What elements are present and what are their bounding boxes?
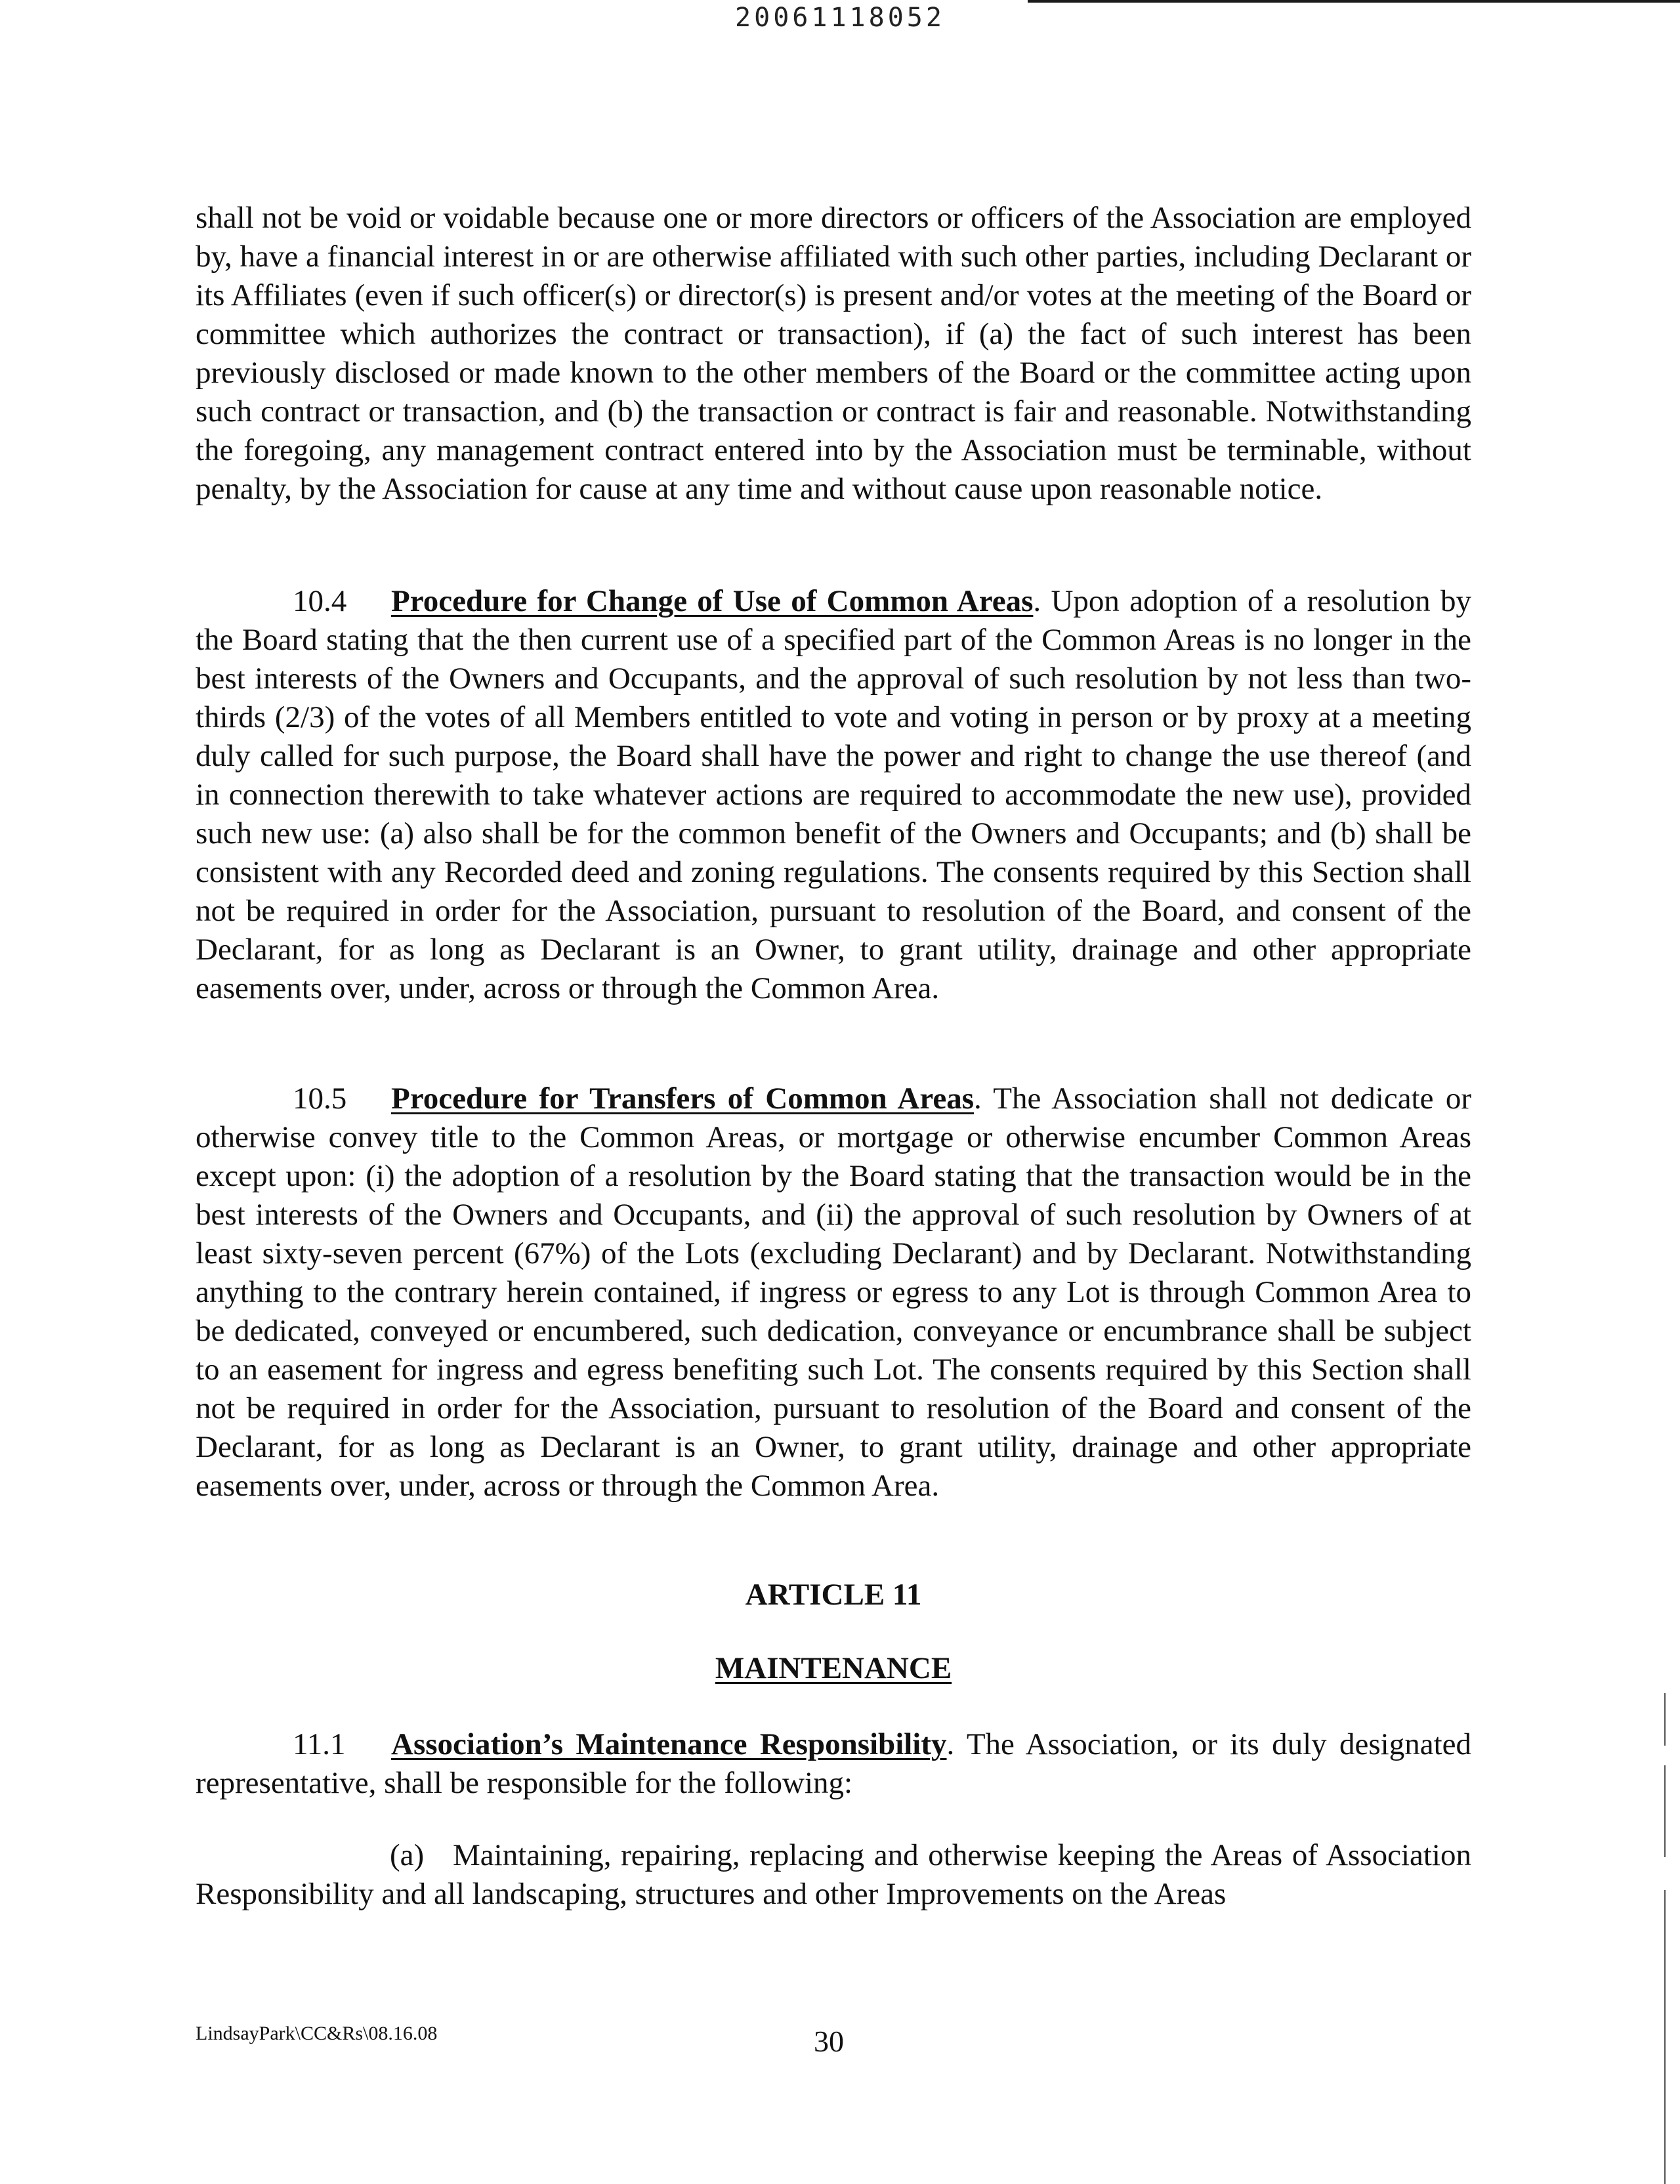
section-10-4	[196, 582, 1471, 1008]
document-number: 20061118052	[735, 3, 945, 33]
footer-file-reference: LindsayPark\CC&Rs\08.16.08	[196, 2023, 438, 2044]
scan-edge-line	[1664, 1693, 1666, 1746]
section-number: 10.4	[293, 584, 347, 618]
article-title-text: MAINTENANCE	[715, 1651, 952, 1685]
section-title: Procedure for Transfers of Common Areas	[391, 1082, 975, 1116]
scan-edge-line	[1664, 1890, 1666, 2184]
subsection-a	[196, 1836, 1471, 1914]
subsection-label: (a)	[390, 1838, 425, 1872]
article-title	[196, 1650, 1471, 1686]
section-text: . The Association shall not dedicate or otherwise convey title to the Common Areas, or mortgage or otherwise encumber Common Areas except upon: (i) the adoption of a resolution by the Board stating that the transaction would be in the best interests of the Owners and Occupants, and (ii) the approval of such resolution by Owners of at least sixty-seven percent (67%) of the Lots (excluding Declarant) and by Declarant. Notwithstanding anything to the contrary herein contained, if ingress or egress to any Lot is through Common Area to be dedicated, conveyed or encumbered, such dedication, conveyance or encumbrance shall be subject to an easement for ingress and egress benefiting such Lot. The consents required by this Section shall not be required in order for the Association, pursuant to resolution of the Board and consent of the Declarant, for as long as Declarant is an Owner, to grant utility, drainage and other appropriate easements over, under, across or through the Common Area.	[196, 1082, 1471, 1503]
section-11-1	[196, 1725, 1471, 1803]
paragraph-continuation: shall not be void or voidable because one or more directors or officers of the Association are employed by, have a financial interest in or are otherwise affiliated with such other parties, including Declarant or its Affiliates (even if such officer(s) or director(s) is present and/or votes at the meeting of the Board or committee which authorizes the contract or transaction), if (a) the fact of such interest has been previously disclosed or made known to the other members of the Board or the committee acting upon such contract or transaction, and (b) the transaction or contract is fair and reasonable. Notwithstanding the foregoing, any management contract entered into by the Association must be terminable, without penalty, by the Association for cause at any time and without cause upon reasonable notice.	[196, 201, 1471, 506]
scan-edge-line	[1664, 1765, 1666, 1857]
section-title: Association’s Maintenance Responsibility	[391, 1727, 947, 1761]
section-number: 11.1	[293, 1727, 346, 1761]
article-number: ARTICLE 11	[745, 1578, 922, 1612]
page-number: 30	[814, 2025, 844, 2058]
section-title: Procedure for Change of Use of Common Areas	[391, 584, 1034, 618]
section-text: . Upon adoption of a resolution by the Board stating that the then current use of a specified part of the Common Areas is no longer in the best interests of the Owners and Occupants, and the approval of such resolution by not less than two-thirds (2/3) of the votes of all Members entitled to vote and voting in person or by proxy at a meeting duly called for such purpose, the Board shall have the power and right to change the use thereof (and in connection therewith to take whatever actions are required to accommodate the new use), provided such new use: (a) also shall be for the common benefit of the Owners and Occupants; and (b) shall be consistent with any Recorded deed and zoning regulations. The consents required by this Section shall not be required in order for the Association, pursuant to resolution of the Board, and consent of the Declarant, for as long as Declarant is an Owner, to grant utility, drainage and other appropriate easements over, under, across or through the Common Area.	[196, 584, 1471, 1005]
section-number: 10.5	[293, 1082, 347, 1116]
section-10-5	[196, 1080, 1471, 1505]
subsection-text: Maintaining, repairing, replacing and otherwise keeping the Areas of Association Responsibility and all landscaping, structures and other Improvements on the Areas	[196, 1838, 1471, 1911]
section-text: . The Association, or its duly designated representative, shall be responsible for the following:	[196, 1727, 1472, 1800]
